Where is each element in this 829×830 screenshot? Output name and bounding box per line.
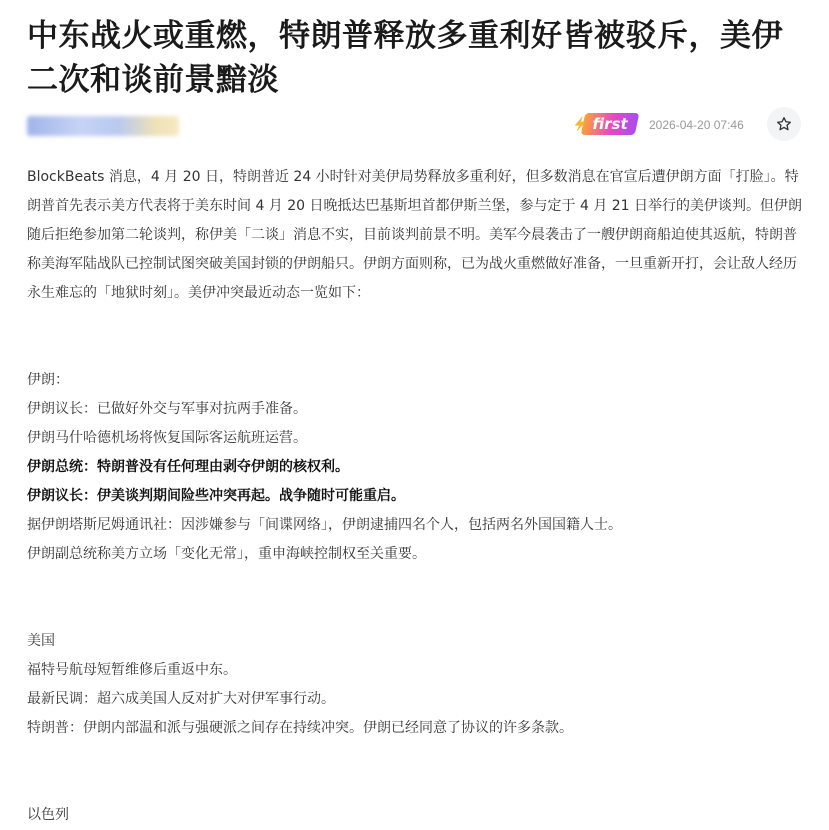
list-item: 福特号航母短暂维修后重返中东。 — [27, 662, 237, 678]
list-item: 伊朗议长：伊美谈判期间险些冲突再起。战争随时可能重启。 — [27, 488, 405, 504]
list-item: 伊朗总统：特朗普没有任何理由剥夺伊朗的核权利。 — [27, 459, 349, 475]
section-israel — [27, 801, 809, 830]
list-item: 伊朗副总统称美方立场「变化无常」，重申海峡控制权至关重要。 — [27, 546, 426, 562]
first-badge — [581, 113, 640, 135]
list-item: 最新民调：超六成美国人反对扩大对伊军事行动。 — [27, 691, 335, 707]
section-iran — [27, 366, 809, 569]
star-icon — [776, 116, 792, 132]
favorite-button[interactable] — [767, 107, 801, 141]
article-body — [27, 163, 809, 830]
publish-date: 2026-04-20 07:46 — [649, 118, 744, 132]
article-meta — [27, 108, 807, 142]
list-item: 伊朗议长：已做好外交与军事对抗两手准备。 — [27, 401, 307, 417]
list-item: 据伊朗塔斯尼姆通讯社：因涉嫌参与「间谍网络」，伊朗逮捕四名个人，包括两名外国国籍人士。 — [27, 517, 622, 533]
article-title: 中东战火或重燃，特朗普释放多重利好皆被驳斥，美伊二次和谈前景黯淡 — [27, 18, 783, 98]
list-item: 伊朗马什哈德机场将恢复国际客运航班运营。 — [27, 430, 307, 446]
intro-paragraph: BlockBeats 消息，4 月 20 日，特朗普近 24 小时针对美伊局势释放多重利好，但多数消息在官宣后遭伊朗方面「打脸」。特朗普首先表示美方代表将于美东时间 4 月 20 日晚抵达巴基斯坦首都伊斯兰堡，参与定于 4 月 21 日举行的美伊谈判。但伊朗随后拒绝参加第二轮谈判，称伊美「二谈」消息不实，目前谈判前景不明。美军今晨袭击了一艘伊朗商船迫使其返航，特朗普称美海军陆战队已控制试图突破美国封锁的伊朗船只。伊朗方面则称，已为战火重燃做好准备，一旦重新开打，会让敌人经历永生难忘的「地狱时刻」。美伊冲突最近动态一览如下： — [27, 169, 803, 301]
section-usa — [27, 627, 809, 743]
section-heading: 伊朗： — [27, 372, 69, 388]
list-item: 特朗普：伊朗内部温和派与强硬派之间存在持续冲突。伊朗已经同意了协议的许多条款。 — [27, 720, 573, 736]
first-badge-label: first — [592, 115, 628, 133]
section-heading: 以色列 — [27, 807, 69, 823]
author-name-blurred[interactable] — [27, 116, 179, 136]
section-heading: 美国 — [27, 633, 55, 649]
